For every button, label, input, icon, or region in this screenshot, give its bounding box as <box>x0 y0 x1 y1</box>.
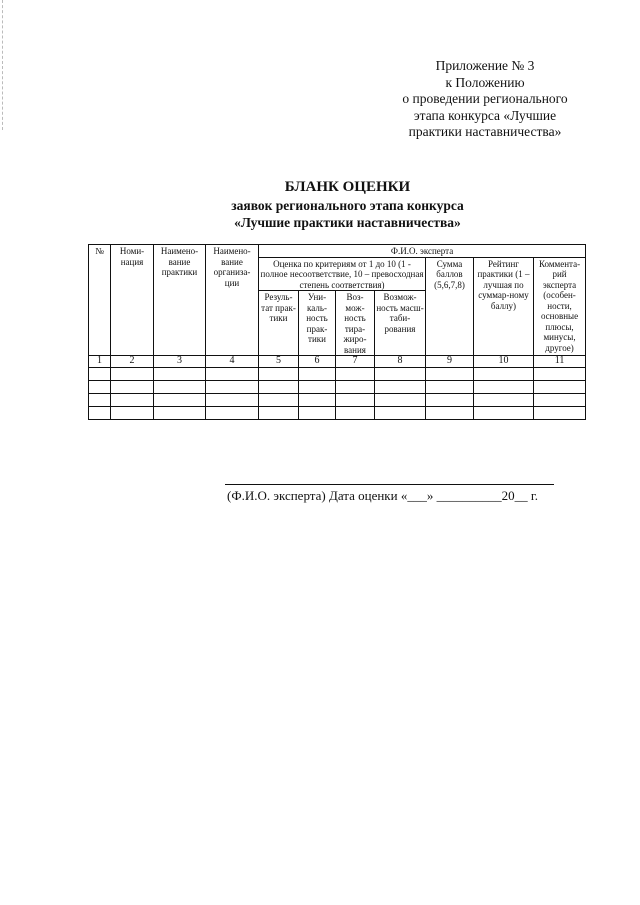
table-cell[interactable] <box>299 381 336 394</box>
table-row <box>89 381 586 394</box>
table-cell[interactable] <box>206 394 259 407</box>
header-criteria: Оценка по критериям от 1 до 10 (1 - полное несоответствие, 10 – превосходная степень соответствия) <box>259 257 426 291</box>
appendix-line: о проведении регионального <box>402 91 568 106</box>
appendix-note <box>385 58 585 141</box>
header-practice-name: Наимено-вание практики <box>154 245 206 356</box>
table-cell[interactable] <box>259 394 299 407</box>
table-cell[interactable] <box>111 368 154 381</box>
table-cell[interactable] <box>89 407 111 420</box>
table-cell[interactable] <box>534 381 586 394</box>
column-number: 11 <box>534 356 586 368</box>
table-cell[interactable] <box>111 407 154 420</box>
table-row <box>89 407 586 420</box>
column-number: 5 <box>259 356 299 368</box>
table-cell[interactable] <box>474 368 534 381</box>
table-cell[interactable] <box>111 381 154 394</box>
table-cell[interactable] <box>89 368 111 381</box>
title-subtitle: «Лучшие практики наставничества» <box>234 215 461 230</box>
table-cell[interactable] <box>299 368 336 381</box>
table-cell[interactable] <box>336 368 375 381</box>
title-subtitle: заявок регионального этапа конкурса <box>231 198 464 213</box>
header-number: № <box>89 245 111 356</box>
table-row <box>89 368 586 381</box>
form-title <box>0 178 640 231</box>
table-cell[interactable] <box>154 381 206 394</box>
appendix-line: Приложение № 3 <box>435 58 535 73</box>
table-cell[interactable] <box>89 394 111 407</box>
appendix-line: этапа конкурса «Лучшие <box>413 107 557 123</box>
header-practice-rating: Рейтинг практики (1 – лучшая по суммар-ному баллу) <box>474 257 534 356</box>
column-number: 7 <box>336 356 375 368</box>
table-cell[interactable] <box>206 407 259 420</box>
table-cell[interactable] <box>375 407 426 420</box>
header-criterion-result: Резуль-тат прак-тики <box>259 291 299 356</box>
column-number: 8 <box>375 356 426 368</box>
column-number: 4 <box>206 356 259 368</box>
table-cell[interactable] <box>154 394 206 407</box>
table-cell[interactable] <box>336 381 375 394</box>
table-cell[interactable] <box>259 407 299 420</box>
table-cell[interactable] <box>426 394 474 407</box>
table-cell[interactable] <box>154 368 206 381</box>
table-cell[interactable] <box>111 394 154 407</box>
table-cell[interactable] <box>89 381 111 394</box>
table-cell[interactable] <box>299 407 336 420</box>
header-criterion-replication: Воз-мож-ность тира-жиро-вания <box>336 291 375 356</box>
table-cell[interactable] <box>426 407 474 420</box>
table-cell[interactable] <box>336 394 375 407</box>
table-cell[interactable] <box>336 407 375 420</box>
table-cell[interactable] <box>474 394 534 407</box>
table-cell[interactable] <box>534 368 586 381</box>
column-number: 1 <box>89 356 111 368</box>
column-number: 6 <box>299 356 336 368</box>
table-cell[interactable] <box>426 368 474 381</box>
header-organization-name: Наимено-вание организа-ции <box>206 245 259 356</box>
table-cell[interactable] <box>375 381 426 394</box>
column-number: 10 <box>474 356 534 368</box>
header-criterion-uniqueness: Уни-каль-ность прак-тики <box>299 291 336 356</box>
table-cell[interactable] <box>426 381 474 394</box>
signature-line <box>225 484 554 485</box>
table-cell[interactable] <box>206 381 259 394</box>
evaluation-table <box>88 244 586 420</box>
table-cell[interactable] <box>299 394 336 407</box>
column-number: 2 <box>111 356 154 368</box>
table-cell[interactable] <box>375 394 426 407</box>
table-cell[interactable] <box>375 368 426 381</box>
signature-caption: (Ф.И.О. эксперта) Дата оценки «___» __________20__ г. <box>227 488 538 503</box>
table-cell[interactable] <box>534 394 586 407</box>
column-number: 3 <box>154 356 206 368</box>
column-number-row <box>89 356 586 368</box>
table-cell[interactable] <box>154 407 206 420</box>
header-expert-name: Ф.И.О. эксперта <box>259 245 586 258</box>
table-cell[interactable] <box>474 381 534 394</box>
table-cell[interactable] <box>259 381 299 394</box>
header-score-sum: Сумма баллов (5,6,7,8) <box>426 257 474 356</box>
header-expert-comment: Коммента-рий эксперта (особен-ности, основные плюсы, минусы, другое) <box>534 257 586 356</box>
table-cell[interactable] <box>259 368 299 381</box>
table-cell[interactable] <box>206 368 259 381</box>
column-number: 9 <box>426 356 474 368</box>
table-cell[interactable] <box>474 407 534 420</box>
table-row <box>89 394 586 407</box>
header-criterion-scaling: Возмож-ность масш-таби-рования <box>375 291 426 356</box>
appendix-line: практики наставничества» <box>408 124 562 139</box>
margin-mark <box>2 0 4 130</box>
header-nomination: Номи-нация <box>111 245 154 356</box>
table-cell[interactable] <box>534 407 586 420</box>
title-main: БЛАНК ОЦЕНКИ <box>284 179 411 195</box>
appendix-line: к Положению <box>445 74 525 90</box>
